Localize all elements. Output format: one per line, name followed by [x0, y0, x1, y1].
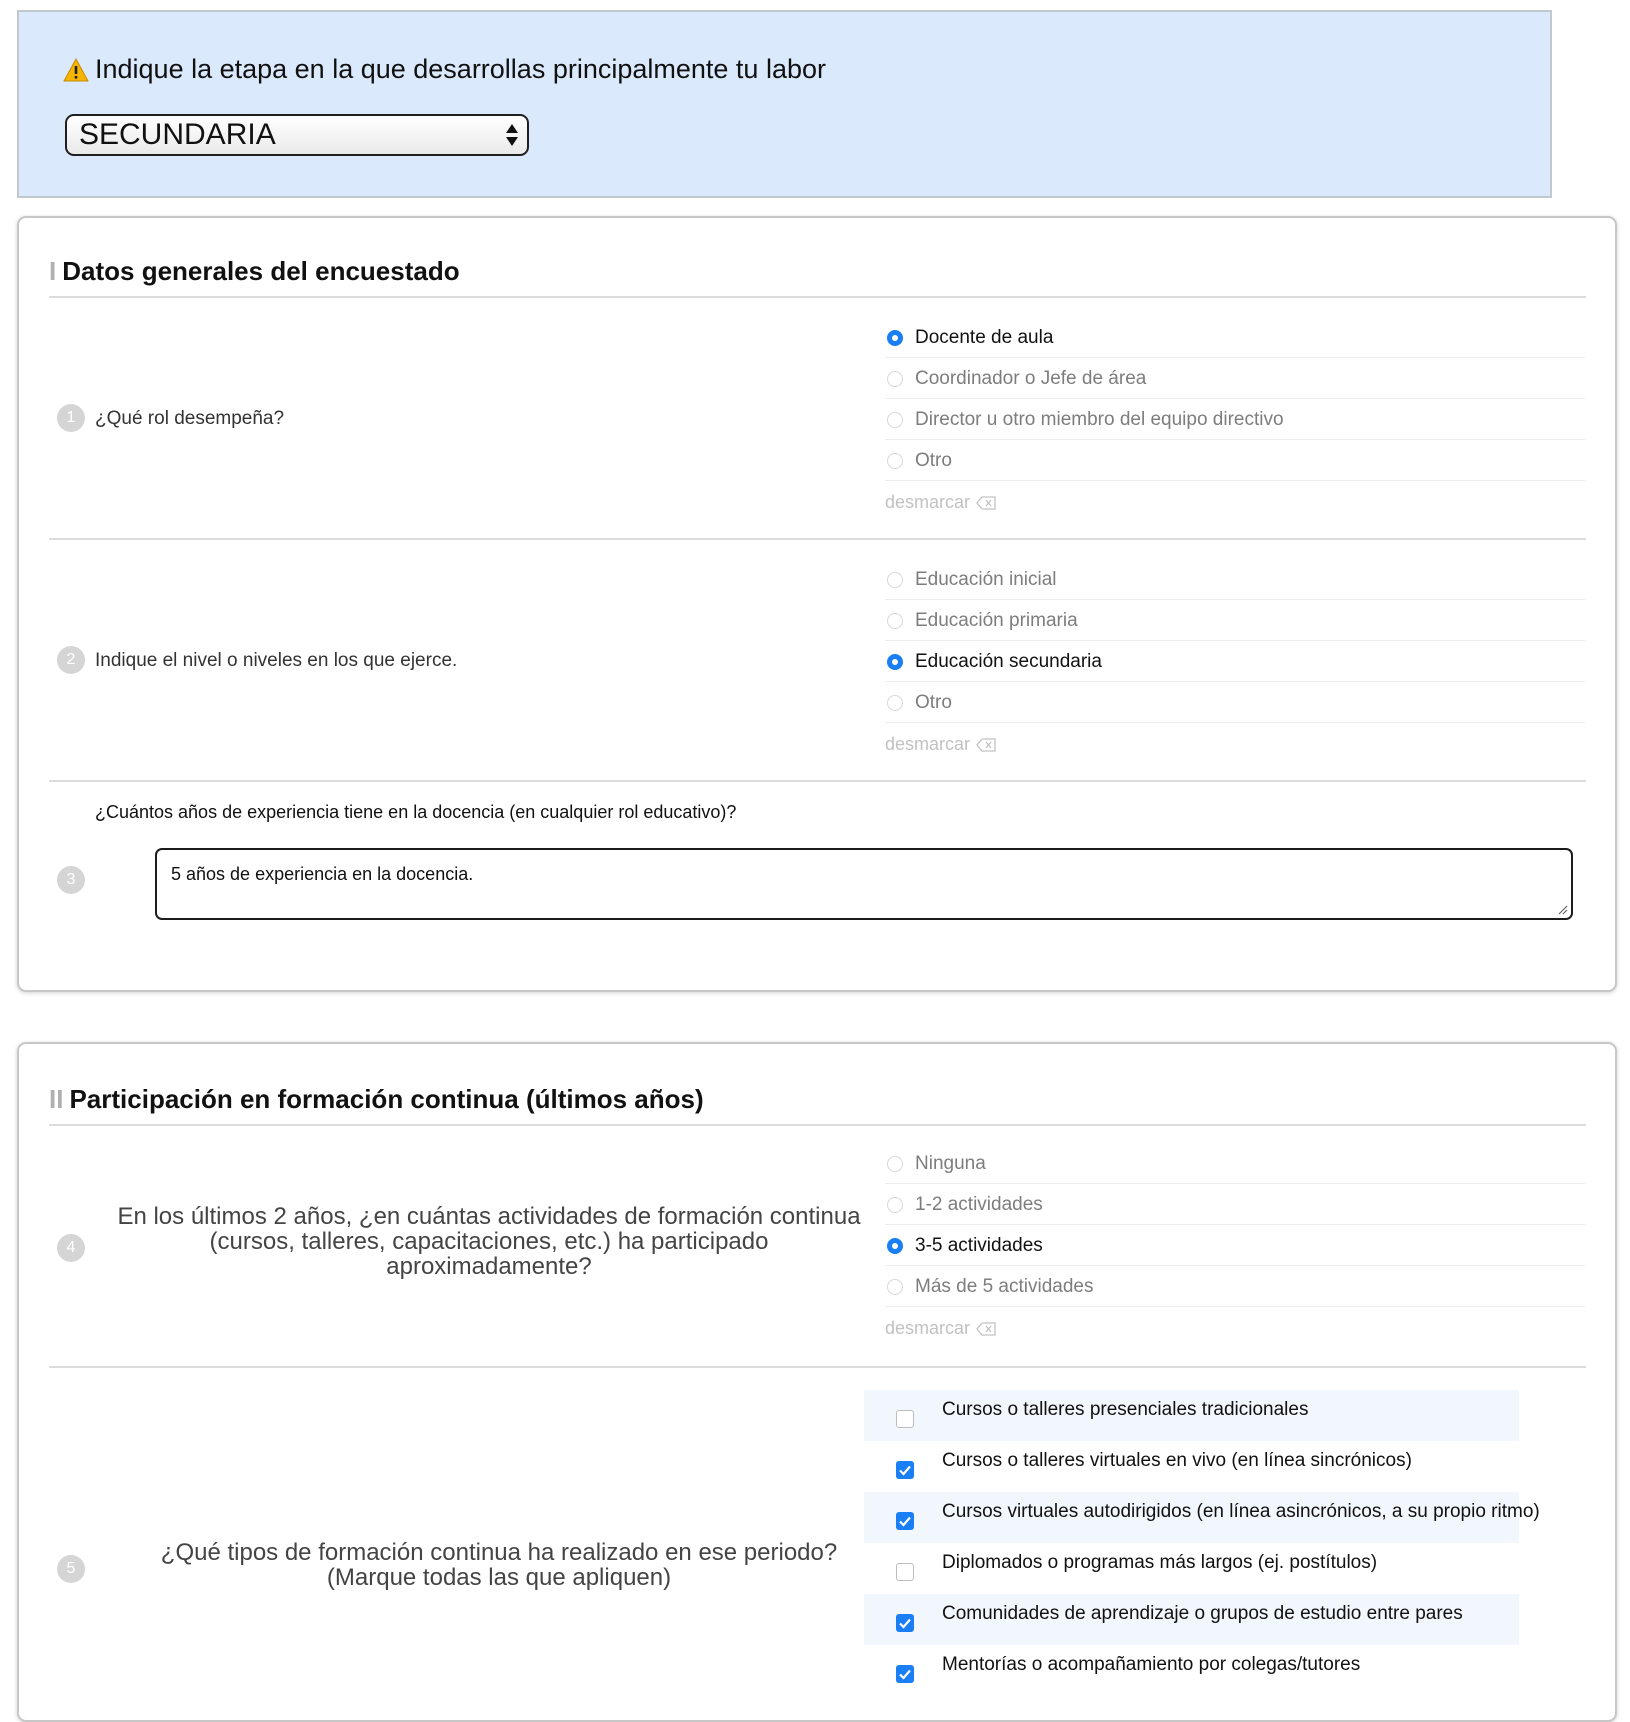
question-line: aproximadamente? — [386, 1253, 592, 1280]
radio-option[interactable] — [885, 642, 1585, 682]
backspace-icon — [976, 1322, 996, 1336]
experience-textarea[interactable] — [155, 848, 1573, 920]
radio-option[interactable] — [885, 1144, 1585, 1184]
stage-question-text: Indique la etapa en la que desarrollas principalmente tu labor — [95, 54, 826, 84]
section-general-data — [17, 216, 1617, 992]
section-roman: II — [49, 1084, 64, 1114]
section-title — [49, 1084, 704, 1115]
option-label: Ninguna — [915, 1152, 986, 1174]
question-text: ¿Qué rol desempeña? — [95, 408, 285, 429]
checkbox-option[interactable] — [864, 1645, 1519, 1696]
checkbox-checked-icon — [896, 1461, 914, 1479]
option-label: Coordinador o Jefe de área — [915, 367, 1147, 389]
option-label: 3-5 actividades — [915, 1234, 1043, 1256]
option-label: Docente de aula — [915, 326, 1054, 348]
checkbox-label: Cursos o talleres presenciales tradicionales — [942, 1399, 1309, 1420]
checkbox-option[interactable] — [864, 1543, 1519, 1594]
option-label: Más de 5 actividades — [915, 1275, 1094, 1297]
option-label: Educación inicial — [915, 568, 1057, 590]
question-number: 4 — [57, 1234, 85, 1262]
radio-option[interactable] — [885, 441, 1585, 481]
divider — [49, 1124, 1586, 1126]
question-number: 1 — [57, 404, 85, 432]
backspace-icon — [976, 738, 996, 752]
question-line: (Marque todas las que apliquen) — [326, 1564, 672, 1591]
warning-icon — [63, 58, 89, 82]
stage-select-value: SECUNDARIA — [79, 118, 276, 151]
radio-selected-icon — [887, 654, 903, 670]
clear-selection-link[interactable] — [885, 1318, 996, 1339]
option-label: Otro — [915, 691, 952, 713]
question-number: 5 — [57, 1555, 85, 1583]
stage-question — [63, 54, 826, 85]
checkbox-option[interactable] — [864, 1594, 1519, 1645]
question-text: Indique el nivel o niveles en los que ejerce. — [95, 650, 458, 671]
radio-option[interactable] — [885, 400, 1585, 440]
question-line: En los últimos 2 años, ¿en cuántas actividades de formación continua — [117, 1203, 861, 1230]
radio-option[interactable] — [885, 1185, 1585, 1225]
checkbox-label: Mentorías o acompañamiento por colegas/tutores — [942, 1654, 1361, 1675]
option-label: Otro — [915, 449, 952, 471]
radio-icon — [887, 371, 903, 387]
checkbox-label: Cursos o talleres virtuales en vivo (en línea sincrónicos) — [942, 1450, 1412, 1471]
divider — [49, 296, 1586, 298]
resize-grip-icon[interactable] — [1556, 903, 1568, 915]
stage-select[interactable] — [65, 114, 529, 156]
radio-selected-icon — [887, 330, 903, 346]
radio-icon — [887, 695, 903, 711]
radio-option[interactable] — [885, 683, 1585, 723]
radio-icon — [887, 1197, 903, 1213]
clear-label: desmarcar — [885, 492, 971, 512]
section-roman: I — [49, 256, 57, 286]
checkbox-checked-icon — [896, 1665, 914, 1683]
question-line: (cursos, talleres, capacitaciones, etc.) ha participado — [209, 1228, 769, 1255]
radio-option[interactable] — [885, 1267, 1585, 1307]
divider — [49, 1366, 1586, 1368]
checkbox-option[interactable] — [864, 1390, 1519, 1441]
backspace-icon — [976, 496, 996, 510]
question-number: 3 — [57, 866, 85, 894]
option-label: Educación primaria — [915, 609, 1078, 631]
stage-panel — [17, 10, 1552, 198]
clear-selection-link[interactable] — [885, 492, 996, 513]
question-line: ¿Qué tipos de formación continua ha realizado en ese periodo? — [160, 1539, 838, 1566]
radio-option[interactable] — [885, 560, 1585, 600]
clear-label: desmarcar — [885, 734, 971, 754]
checkbox-label: Cursos virtuales autodirigidos (en línea asincrónicos, a su propio ritmo) — [942, 1501, 1540, 1522]
divider — [49, 538, 1586, 540]
checkbox-checked-icon — [896, 1614, 914, 1632]
radio-option[interactable] — [885, 1226, 1585, 1266]
option-label: 1-2 actividades — [915, 1193, 1043, 1215]
section-title-text: Participación en formación continua (últimos años) — [69, 1084, 704, 1114]
checkbox-option[interactable] — [864, 1441, 1519, 1492]
radio-icon — [887, 572, 903, 588]
checkbox-label: Comunidades de aprendizaje o grupos de estudio entre pares — [942, 1603, 1463, 1624]
radio-option[interactable] — [885, 359, 1585, 399]
radio-icon — [887, 412, 903, 428]
radio-icon — [887, 1279, 903, 1295]
section-title-text: Datos generales del encuestado — [62, 256, 460, 286]
question-number: 2 — [57, 646, 85, 674]
checkbox-option[interactable] — [864, 1492, 1540, 1543]
radio-option[interactable] — [885, 318, 1585, 358]
clear-label: desmarcar — [885, 1318, 971, 1338]
clear-selection-link[interactable] — [885, 734, 996, 755]
section-continuing-education — [17, 1042, 1617, 1722]
radio-option[interactable] — [885, 601, 1585, 641]
textarea-value: 5 años de experiencia en la docencia. — [171, 864, 474, 884]
checkbox-icon — [896, 1410, 914, 1428]
radio-icon — [887, 1156, 903, 1172]
checkbox-icon — [896, 1563, 914, 1581]
question-text: ¿Cuántos años de experiencia tiene en la docencia (en cualquier rol educativo)? — [95, 802, 737, 822]
question-text — [99, 1540, 899, 1590]
checkbox-label: Diplomados o programas más largos (ej. postítulos) — [942, 1552, 1378, 1573]
radio-icon — [887, 453, 903, 469]
divider — [49, 780, 1586, 782]
section-title — [49, 256, 460, 287]
checkbox-checked-icon — [896, 1512, 914, 1530]
option-label: Educación secundaria — [915, 650, 1102, 672]
question-text — [99, 1204, 879, 1279]
radio-selected-icon — [887, 1238, 903, 1254]
option-label: Director u otro miembro del equipo directivo — [915, 408, 1284, 430]
radio-icon — [887, 613, 903, 629]
select-arrows-icon — [505, 122, 519, 148]
